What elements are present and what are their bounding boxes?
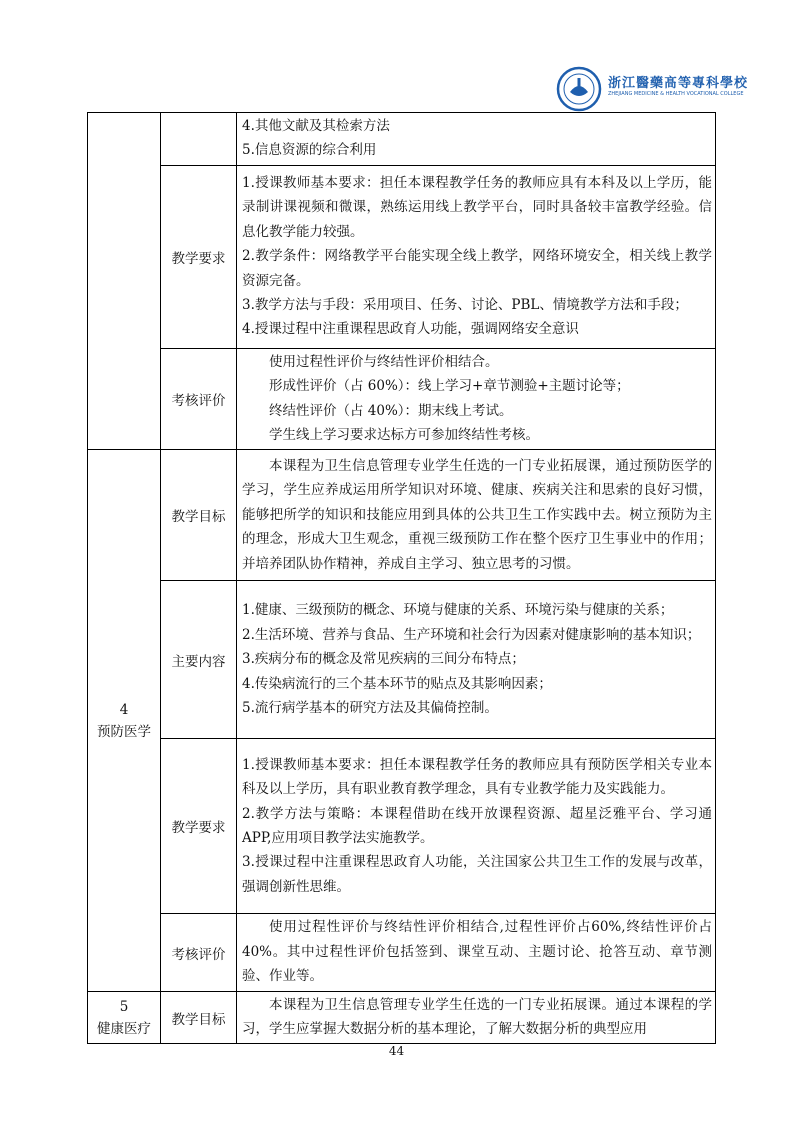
course-cell [88, 450, 161, 991]
row-content [237, 113, 716, 166]
curriculum-table [87, 112, 716, 1044]
table-row [88, 991, 716, 1044]
table-row [88, 581, 716, 739]
content-line: 终结性评价（占 40%）：期末线上考试。 [269, 402, 513, 419]
content-line: 使用过程性评价与终结性评价相结合。 [269, 353, 499, 370]
row-content: 本课程为卫生信息管理专业学生任选的一门专业拓展课，通过预防医学的学习，学生应养成运用所学知识对环境、健康、疾病关注和思索的良好习惯，能够把所学的知识和技能应用到具体的公共卫生工作实践中去。树立预防为主的理念，形成大卫生观念，重视三级预防工作在整个医疗卫生事业中的作用；并培养团队协作精神，养成自主学习、独立思考的习惯。 [237, 450, 716, 581]
content-line: 1.授课教师基本要求：担任本课程教学任务的教师应具有预防医学相关专业本科及以上学历，具有职业教育教学理念，具有专业教学能力及实践能力。 [242, 756, 712, 798]
content-line: 3.教学方法与手段：采用项目、任务、讨论、PBL、情境教学方法和手段； [242, 296, 688, 313]
content-line: 学生线上学习要求达标方可参加终结性考核。 [269, 427, 539, 444]
row-label: 教学目标 [161, 450, 237, 581]
content-line: 5.流行病学基本的研究方法及其偏倚控制。 [242, 700, 498, 717]
content-line: 3.授课过程中注重课程思政育人功能，关注国家公共卫生工作的发展与改革，强调创新性思维。 [242, 854, 712, 895]
content-line: 4.传染病流行的三个基本环节的贴点及其影响因素； [242, 675, 552, 692]
course-number: 5 [119, 998, 129, 1015]
row-label: 考核评价 [161, 914, 237, 991]
row-content [237, 739, 716, 914]
row-label: 主要内容 [161, 581, 237, 739]
row-label: 教学要求 [161, 165, 237, 348]
row-content: 使用过程性评价与终结性评价相结合,过程性评价占60%,终结性评价占40%。其中过程性评价包括签到、课堂互动、主题讨论、抢答互动、章节测验、作业等。 [237, 914, 716, 991]
row-content [237, 165, 716, 348]
row-label: 教学要求 [161, 739, 237, 914]
content-line: 1.授课教师基本要求：担任本课程教学任务的教师应具有本科及以上学历，能录制讲课视频和微课，熟练运用线上教学平台，同时具备较丰富教学经验。信息化教学能力较强。 [242, 174, 712, 240]
row-label-empty [161, 113, 237, 166]
college-logo [556, 66, 749, 112]
row-content [237, 581, 716, 739]
college-name-cn: 浙江醫藥髙等專科學校 [608, 76, 749, 91]
course-cell [88, 991, 161, 1044]
row-content: 本课程为卫生信息管理专业学生任选的一门专业拓展课。通过本课程的学习，学生应掌握大数据分析的基本理论，了解大数据分析的典型应用 [237, 991, 716, 1044]
college-emblem-icon [556, 66, 602, 112]
course-name: 健康医疗 [97, 1020, 151, 1037]
course-cell-continued [88, 113, 161, 450]
content-line: 4.授课过程中注重课程思政育人功能，强调网络安全意识 [242, 321, 579, 338]
content-line: 2.教学方法与策略：本课程借助在线开放课程资源、超星泛雅平台、学习通 APP,应用项目教学法实施教学。 [242, 805, 712, 846]
table-row [88, 348, 716, 450]
row-label: 教学目标 [161, 991, 237, 1044]
content-line: 2.生活环境、营养与食品、生产环境和社会行为因素对健康影响的基本知识； [242, 626, 701, 643]
table-row [88, 450, 716, 581]
content-line: 3.疾病分布的概念及常见疾病的三间分布特点； [242, 651, 525, 668]
table-row [88, 739, 716, 914]
content-line: 1.健康、三级预防的概念、环境与健康的关系、环境污染与健康的关系； [242, 602, 674, 619]
page-number: 44 [388, 1044, 405, 1058]
table-row [88, 113, 716, 166]
content-line: 5.信息资源的综合利用 [242, 142, 377, 159]
content-line: 形成性评价（占 60%）：线上学习+章节测验+主题讨论等； [269, 378, 630, 395]
content-line: 4.其他文献及其检索方法 [242, 118, 390, 134]
college-name-en: ZHEJIANG MEDICINE & HEALTH VOCATIONAL COLLEGE [608, 91, 744, 97]
table-row [88, 165, 716, 348]
course-number: 4 [119, 701, 129, 718]
row-label: 考核评价 [161, 348, 237, 450]
row-content [237, 348, 716, 450]
content-line: 2.教学条件：网络教学平台能实现全线上教学，网络环境安全，相关线上教学资源完备。 [242, 248, 712, 289]
table-row [88, 914, 716, 991]
course-name: 预防医学 [97, 723, 151, 740]
